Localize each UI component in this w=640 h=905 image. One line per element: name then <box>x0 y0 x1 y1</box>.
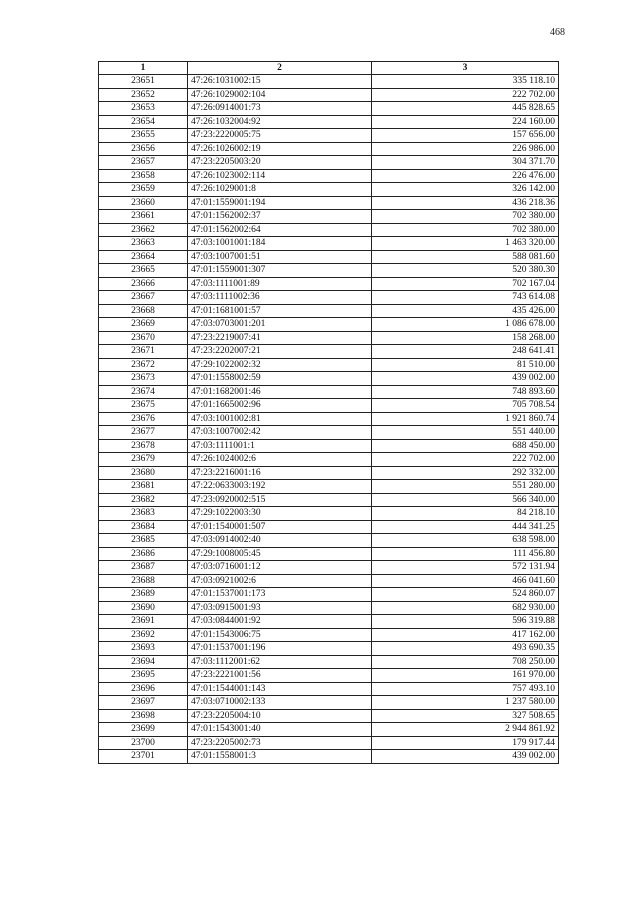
table-row <box>99 291 559 305</box>
table-row <box>99 345 559 359</box>
table-row <box>99 115 559 129</box>
cadastral-value-cell: 743 614.08 <box>372 291 559 305</box>
row-number-cell: 23689 <box>99 588 188 602</box>
cadastral-number-cell: 47:01:1562002:37 <box>188 210 372 224</box>
cadastral-number-cell: 47:01:1543001:40 <box>188 723 372 737</box>
cadastral-value-cell: 435 426.00 <box>372 304 559 318</box>
row-number-cell: 23685 <box>99 534 188 548</box>
row-number-cell: 23657 <box>99 156 188 170</box>
cadastral-value-cell: 224 160.00 <box>372 115 559 129</box>
row-number-cell: 23687 <box>99 561 188 575</box>
cadastral-number-cell: 47:23:2219007:41 <box>188 331 372 345</box>
cadastral-number-cell: 47:23:2205003:20 <box>188 156 372 170</box>
cadastral-number-cell: 47:01:1681001:57 <box>188 304 372 318</box>
cadastral-number-cell: 47:03:0703001:201 <box>188 318 372 332</box>
row-number-cell: 23675 <box>99 399 188 413</box>
table-row <box>99 453 559 467</box>
table-row <box>99 318 559 332</box>
cadastral-number-cell: 47:01:1537001:196 <box>188 642 372 656</box>
cadastral-value-cell: 248 641.41 <box>372 345 559 359</box>
table-row <box>99 183 559 197</box>
cadastral-number-cell: 47:03:1111002:36 <box>188 291 372 305</box>
cadastral-number-cell: 47:26:0914001:73 <box>188 102 372 116</box>
table-row <box>99 709 559 723</box>
cadastral-value-cell: 222 702.00 <box>372 88 559 102</box>
row-number-cell: 23678 <box>99 439 188 453</box>
cadastral-value-cell: 226 986.00 <box>372 142 559 156</box>
cadastral-number-cell: 47:01:1665002:96 <box>188 399 372 413</box>
cadastral-value-cell: 439 002.00 <box>372 372 559 386</box>
cadastral-value-cell: 439 002.00 <box>372 750 559 764</box>
row-number-cell: 23654 <box>99 115 188 129</box>
cadastral-value-cell: 551 440.00 <box>372 426 559 440</box>
cadastral-value-cell: 222 702.00 <box>372 453 559 467</box>
table-body <box>99 75 559 764</box>
table-row <box>99 750 559 764</box>
table-row <box>99 358 559 372</box>
table-row <box>99 520 559 534</box>
cadastral-number-cell: 47:01:1559001:194 <box>188 196 372 210</box>
row-number-cell: 23653 <box>99 102 188 116</box>
cadastral-value-cell: 2 944 861.92 <box>372 723 559 737</box>
cadastral-number-cell: 47:01:1559001:307 <box>188 264 372 278</box>
table-row <box>99 399 559 413</box>
table-row <box>99 237 559 251</box>
cadastral-value-cell: 161 970.00 <box>372 669 559 683</box>
row-number-cell: 23676 <box>99 412 188 426</box>
cadastral-number-cell: 47:03:0921002:6 <box>188 574 372 588</box>
table-row <box>99 88 559 102</box>
table-row <box>99 439 559 453</box>
cadastral-value-cell: 157 656.00 <box>372 129 559 143</box>
cadastral-number-cell: 47:01:1540001:507 <box>188 520 372 534</box>
cadastral-number-cell: 47:23:2205004:10 <box>188 709 372 723</box>
cadastral-value-cell: 84 218.10 <box>372 507 559 521</box>
row-number-cell: 23673 <box>99 372 188 386</box>
cadastral-value-cell: 327 508.65 <box>372 709 559 723</box>
row-number-cell: 23666 <box>99 277 188 291</box>
cadastral-value-cell: 524 860.07 <box>372 588 559 602</box>
cadastral-value-cell: 292 332.00 <box>372 466 559 480</box>
cadastral-number-cell: 47:01:1562002:64 <box>188 223 372 237</box>
row-number-cell: 23695 <box>99 669 188 683</box>
cadastral-value-cell: 335 118.10 <box>372 75 559 89</box>
cadastral-value-cell: 436 218.36 <box>372 196 559 210</box>
row-number-cell: 23669 <box>99 318 188 332</box>
cadastral-number-cell: 47:03:1111001:1 <box>188 439 372 453</box>
cadastral-value-cell: 682 930.00 <box>372 601 559 615</box>
row-number-cell: 23683 <box>99 507 188 521</box>
cadastral-value-cell: 1 237 580.00 <box>372 696 559 710</box>
cadastral-value-cell: 702 167.04 <box>372 277 559 291</box>
cadastral-number-cell: 47:26:1023002:114 <box>188 169 372 183</box>
cadastral-number-cell: 47:26:1032004:92 <box>188 115 372 129</box>
row-number-cell: 23655 <box>99 129 188 143</box>
cadastral-number-cell: 47:23:2220005:75 <box>188 129 372 143</box>
row-number-cell: 23670 <box>99 331 188 345</box>
row-number-cell: 23667 <box>99 291 188 305</box>
row-number-cell: 23688 <box>99 574 188 588</box>
cadastral-value-cell: 179 917.44 <box>372 736 559 750</box>
cadastral-number-cell: 47:03:0914002:40 <box>188 534 372 548</box>
cadastral-number-cell: 47:01:1537001:173 <box>188 588 372 602</box>
row-number-cell: 23651 <box>99 75 188 89</box>
column-header-3: 3 <box>372 62 559 75</box>
table-row <box>99 696 559 710</box>
table-row <box>99 277 559 291</box>
cadastral-value-table <box>98 61 559 764</box>
cadastral-value-cell: 466 041.60 <box>372 574 559 588</box>
row-number-cell: 23671 <box>99 345 188 359</box>
cadastral-value-cell: 688 450.00 <box>372 439 559 453</box>
table-row <box>99 601 559 615</box>
cadastral-value-cell: 708 250.00 <box>372 655 559 669</box>
cadastral-number-cell: 47:03:0844001:92 <box>188 615 372 629</box>
cadastral-number-cell: 47:03:0710002:133 <box>188 696 372 710</box>
column-header-2: 2 <box>188 62 372 75</box>
table-row <box>99 723 559 737</box>
table-row <box>99 331 559 345</box>
table-row <box>99 412 559 426</box>
row-number-cell: 23694 <box>99 655 188 669</box>
row-number-cell: 23665 <box>99 264 188 278</box>
cadastral-number-cell: 47:03:1111001:89 <box>188 277 372 291</box>
row-number-cell: 23677 <box>99 426 188 440</box>
cadastral-number-cell: 47:23:0920002:515 <box>188 493 372 507</box>
row-number-cell: 23684 <box>99 520 188 534</box>
table-row <box>99 466 559 480</box>
table-row <box>99 642 559 656</box>
table-row <box>99 682 559 696</box>
table-row <box>99 655 559 669</box>
table-row <box>99 75 559 89</box>
table-row <box>99 669 559 683</box>
cadastral-value-cell: 326 142.00 <box>372 183 559 197</box>
row-number-cell: 23661 <box>99 210 188 224</box>
cadastral-value-cell: 572 131.94 <box>372 561 559 575</box>
row-number-cell: 23686 <box>99 547 188 561</box>
row-number-cell: 23682 <box>99 493 188 507</box>
table-row <box>99 588 559 602</box>
cadastral-number-cell: 47:23:2205002:73 <box>188 736 372 750</box>
row-number-cell: 23674 <box>99 385 188 399</box>
cadastral-value-cell: 158 268.00 <box>372 331 559 345</box>
cadastral-number-cell: 47:23:2202007:21 <box>188 345 372 359</box>
cadastral-number-cell: 47:03:1007002:42 <box>188 426 372 440</box>
cadastral-number-cell: 47:01:1558002:59 <box>188 372 372 386</box>
table-row <box>99 156 559 170</box>
table-row <box>99 129 559 143</box>
cadastral-number-cell: 47:01:1682001:46 <box>188 385 372 399</box>
cadastral-number-cell: 47:23:2216001:16 <box>188 466 372 480</box>
table-row <box>99 480 559 494</box>
table-row <box>99 169 559 183</box>
cadastral-number-cell: 47:01:1558001:3 <box>188 750 372 764</box>
cadastral-number-cell: 47:03:1001001:184 <box>188 237 372 251</box>
row-number-cell: 23663 <box>99 237 188 251</box>
row-number-cell: 23662 <box>99 223 188 237</box>
table-row <box>99 250 559 264</box>
cadastral-value-cell: 638 598.00 <box>372 534 559 548</box>
row-number-cell: 23690 <box>99 601 188 615</box>
row-number-cell: 23681 <box>99 480 188 494</box>
cadastral-value-cell: 226 476.00 <box>372 169 559 183</box>
row-number-cell: 23692 <box>99 628 188 642</box>
cadastral-value-cell: 596 319.88 <box>372 615 559 629</box>
cadastral-number-cell: 47:26:1029001:8 <box>188 183 372 197</box>
row-number-cell: 23691 <box>99 615 188 629</box>
cadastral-number-cell: 47:03:1001002:81 <box>188 412 372 426</box>
table-row <box>99 426 559 440</box>
table-row <box>99 142 559 156</box>
table-row <box>99 628 559 642</box>
cadastral-value-cell: 111 456.80 <box>372 547 559 561</box>
table-row <box>99 210 559 224</box>
cadastral-number-cell: 47:29:1022002:32 <box>188 358 372 372</box>
cadastral-number-cell: 47:01:1543006:75 <box>188 628 372 642</box>
cadastral-value-cell: 417 162.00 <box>372 628 559 642</box>
row-number-cell: 23700 <box>99 736 188 750</box>
cadastral-value-cell: 1 463 320.00 <box>372 237 559 251</box>
cadastral-value-cell: 748 893.60 <box>372 385 559 399</box>
table-row <box>99 574 559 588</box>
table-header-row <box>99 62 559 75</box>
cadastral-number-cell: 47:29:1022003:30 <box>188 507 372 521</box>
row-number-cell: 23652 <box>99 88 188 102</box>
table-row <box>99 615 559 629</box>
cadastral-value-cell: 520 380.30 <box>372 264 559 278</box>
cadastral-value-cell: 493 690.35 <box>372 642 559 656</box>
row-number-cell: 23664 <box>99 250 188 264</box>
row-number-cell: 23672 <box>99 358 188 372</box>
table-row <box>99 507 559 521</box>
row-number-cell: 23701 <box>99 750 188 764</box>
row-number-cell: 23668 <box>99 304 188 318</box>
cadastral-value-cell: 445 828.65 <box>372 102 559 116</box>
cadastral-number-cell: 47:26:1029002:104 <box>188 88 372 102</box>
column-header-1: 1 <box>99 62 188 75</box>
table-row <box>99 547 559 561</box>
cadastral-number-cell: 47:03:0716001:12 <box>188 561 372 575</box>
cadastral-value-cell: 551 280.00 <box>372 480 559 494</box>
row-number-cell: 23696 <box>99 682 188 696</box>
cadastral-value-cell: 702 380.00 <box>372 223 559 237</box>
cadastral-value-cell: 1 086 678.00 <box>372 318 559 332</box>
cadastral-value-cell: 81 510.00 <box>372 358 559 372</box>
row-number-cell: 23697 <box>99 696 188 710</box>
cadastral-value-cell: 705 708.54 <box>372 399 559 413</box>
cadastral-value-cell: 702 380.00 <box>372 210 559 224</box>
table-row <box>99 561 559 575</box>
table-row <box>99 196 559 210</box>
cadastral-value-cell: 304 371.70 <box>372 156 559 170</box>
row-number-cell: 23656 <box>99 142 188 156</box>
cadastral-number-cell: 47:26:1024002:6 <box>188 453 372 467</box>
table-row <box>99 736 559 750</box>
table-row <box>99 493 559 507</box>
cadastral-number-cell: 47:23:2221001:56 <box>188 669 372 683</box>
table-row <box>99 102 559 116</box>
row-number-cell: 23659 <box>99 183 188 197</box>
table-row <box>99 385 559 399</box>
cadastral-value-cell: 1 921 860.74 <box>372 412 559 426</box>
cadastral-number-cell: 47:01:1544001:143 <box>188 682 372 696</box>
table-row <box>99 304 559 318</box>
table-row <box>99 264 559 278</box>
cadastral-number-cell: 47:03:1007001:51 <box>188 250 372 264</box>
row-number-cell: 23660 <box>99 196 188 210</box>
cadastral-number-cell: 47:26:1031002:15 <box>188 75 372 89</box>
cadastral-value-cell: 757 493.10 <box>372 682 559 696</box>
row-number-cell: 23679 <box>99 453 188 467</box>
row-number-cell: 23693 <box>99 642 188 656</box>
row-number-cell: 23699 <box>99 723 188 737</box>
row-number-cell: 23658 <box>99 169 188 183</box>
row-number-cell: 23680 <box>99 466 188 480</box>
table-row <box>99 223 559 237</box>
table-row <box>99 534 559 548</box>
cadastral-number-cell: 47:22:0633003:192 <box>188 480 372 494</box>
cadastral-value-cell: 566 340.00 <box>372 493 559 507</box>
cadastral-value-cell: 444 341.25 <box>372 520 559 534</box>
row-number-cell: 23698 <box>99 709 188 723</box>
table-row <box>99 372 559 386</box>
cadastral-number-cell: 47:26:1026002:19 <box>188 142 372 156</box>
cadastral-number-cell: 47:29:1008005:45 <box>188 547 372 561</box>
cadastral-number-cell: 47:03:0915001:93 <box>188 601 372 615</box>
cadastral-number-cell: 47:03:1112001:62 <box>188 655 372 669</box>
cadastral-value-cell: 588 081.60 <box>372 250 559 264</box>
page-number: 468 <box>550 27 565 38</box>
